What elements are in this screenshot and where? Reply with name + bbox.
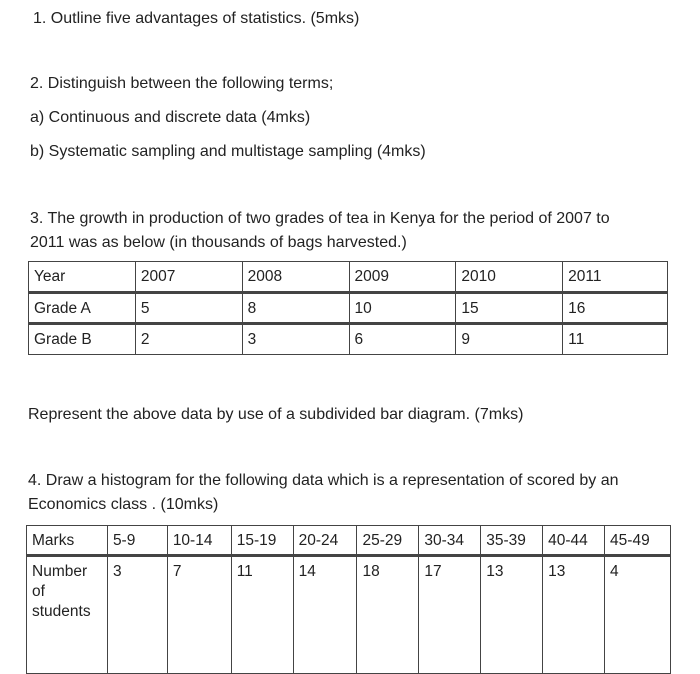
table-cell: 13	[543, 556, 605, 674]
question-3-instruction: Represent the above data by use of a subdivided bar diagram. (7mks)	[28, 406, 524, 423]
table-header-row	[27, 526, 671, 556]
table-cell: 18	[357, 556, 419, 674]
table-cell: 2007	[135, 262, 242, 293]
table-cell: 8	[242, 293, 349, 324]
table-cell: 16	[563, 293, 668, 324]
table-cell: 30-34	[419, 526, 481, 556]
table-cell: 40-44	[543, 526, 605, 556]
question-3-line-2: 2011 was as below (in thousands of bags harvested.)	[30, 234, 407, 251]
table-cell: 3	[242, 324, 349, 355]
row-label-line: Number	[32, 563, 88, 580]
question-4-line-1: 4. Draw a histogram for the following data which is a representation of scored by an	[28, 472, 619, 489]
table-cell: 5	[135, 293, 242, 324]
table-cell: 45-49	[605, 526, 671, 556]
table-cell: 10-14	[167, 526, 231, 556]
table-cell: 13	[481, 556, 543, 674]
question-2b: b) Systematic sampling and multistage sampling (4mks)	[30, 143, 426, 160]
table-cell: 2009	[349, 262, 456, 293]
table-row	[29, 324, 668, 355]
tea-production-table	[28, 261, 668, 355]
table-cell: 14	[293, 556, 357, 674]
table-row	[29, 293, 668, 324]
table-cell: 2011	[563, 262, 668, 293]
question-1: 1. Outline five advantages of statistics. (5mks)	[33, 10, 360, 27]
table-row	[27, 556, 671, 674]
table-cell: 10	[349, 293, 456, 324]
table-cell: 4	[605, 556, 671, 674]
row-label-cell	[27, 556, 108, 674]
table-cell: Grade A	[29, 293, 136, 324]
table-cell: 7	[167, 556, 231, 674]
question-2-title: 2. Distinguish between the following terms;	[30, 75, 334, 92]
marks-table	[26, 525, 671, 674]
table-cell: 15	[456, 293, 563, 324]
table-cell: Grade B	[29, 324, 136, 355]
table-cell: 15-19	[231, 526, 293, 556]
table-cell: 11	[563, 324, 668, 355]
row-label-line: students	[32, 603, 91, 620]
table-cell: 9	[456, 324, 563, 355]
table-cell: 2	[135, 324, 242, 355]
row-label-line: of	[32, 583, 45, 600]
table-cell: 25-29	[357, 526, 419, 556]
question-3-line-1: 3. The growth in production of two grades of tea in Kenya for the period of 2007 to	[30, 210, 610, 227]
table-cell: 5-9	[107, 526, 167, 556]
table-cell: 11	[231, 556, 293, 674]
table-cell: 20-24	[293, 526, 357, 556]
table-cell: 17	[419, 556, 481, 674]
table-cell: 2008	[242, 262, 349, 293]
table-cell: 2010	[456, 262, 563, 293]
question-2a: a) Continuous and discrete data (4mks)	[30, 109, 311, 126]
table-cell: 3	[107, 556, 167, 674]
table-header-row	[29, 262, 668, 293]
table-cell: Year	[29, 262, 136, 293]
question-4-line-2: Economics class . (10mks)	[28, 496, 219, 513]
table-cell: Marks	[27, 526, 108, 556]
table-cell: 6	[349, 324, 456, 355]
table-cell: 35-39	[481, 526, 543, 556]
